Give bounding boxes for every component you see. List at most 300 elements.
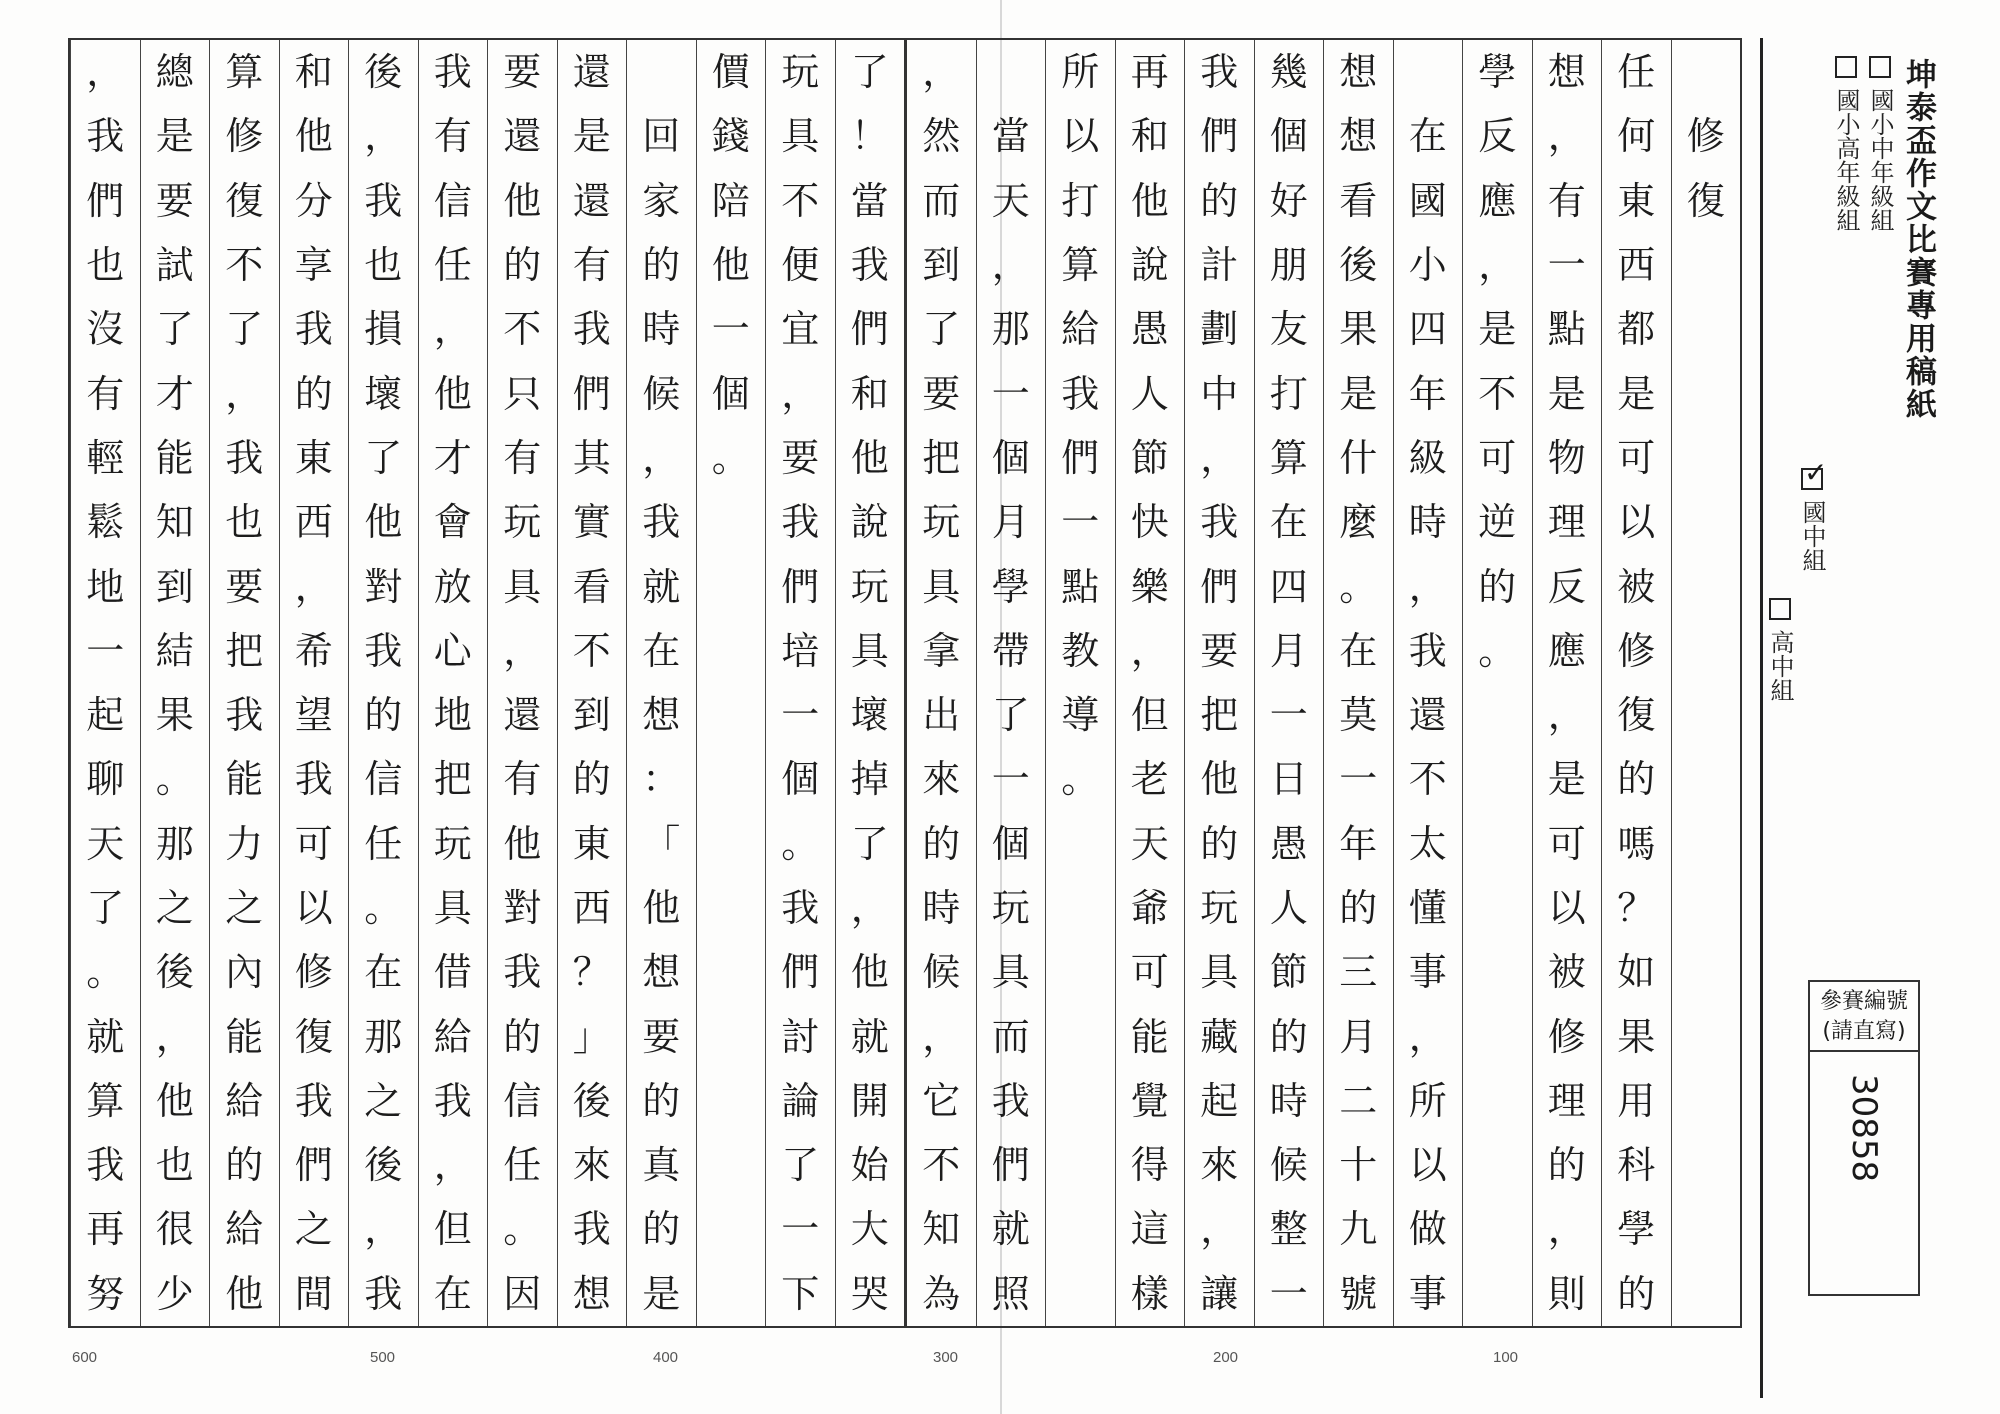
grid-cell: 天 xyxy=(1130,821,1169,866)
grid-cell: 要 xyxy=(922,371,961,416)
grid-cell xyxy=(1672,1197,1741,1261)
grid-cell: 少 xyxy=(155,1271,194,1316)
grid-cell xyxy=(1046,940,1115,1004)
grid-cell: 享 xyxy=(294,243,333,288)
grid-cell: 如 xyxy=(1617,950,1656,995)
grid-cell: 玩 xyxy=(922,500,961,545)
grid-cell: 我 xyxy=(294,1078,333,1123)
grid-cell: ， xyxy=(433,307,472,352)
grid-cell: 天 xyxy=(991,178,1030,223)
grid-cell: 讓 xyxy=(1200,1271,1239,1316)
grid-cell: 」 xyxy=(572,1014,611,1059)
grid-cell xyxy=(1672,683,1741,747)
grid-cell: 要 xyxy=(642,1014,681,1059)
grid-cell: 以 xyxy=(1061,114,1100,159)
grid-cell: 看 xyxy=(1339,178,1378,223)
grid-cell: 我 xyxy=(572,1207,611,1252)
grid-cell: 月 xyxy=(991,500,1030,545)
option-elementary-upper xyxy=(1829,56,1864,232)
grid-cell: 東 xyxy=(294,435,333,480)
grid-cell: 錢 xyxy=(711,114,750,159)
grid-cell xyxy=(1672,1262,1741,1326)
grid-cell: 。 xyxy=(364,886,403,930)
checkbox-icon[interactable] xyxy=(1835,56,1857,78)
grid-cell: 何 xyxy=(1617,114,1656,159)
grid-column xyxy=(835,40,905,1326)
grid-cell xyxy=(697,1004,766,1068)
page-mark-200: 200 xyxy=(1213,1349,1239,1366)
grid-cell: 為 xyxy=(922,1271,961,1316)
grid-cell: 給 xyxy=(433,1014,472,1059)
grid-cell: ， xyxy=(991,243,1030,288)
grid-cell: 復 xyxy=(1686,178,1725,223)
grid-cell: 了 xyxy=(781,1143,820,1188)
grid-cell: 東 xyxy=(1617,178,1656,223)
grid-cell: 帶 xyxy=(991,628,1030,673)
grid-cell: 我 xyxy=(1200,500,1239,545)
grid-cell: 能 xyxy=(155,435,194,480)
grid-cell: 年 xyxy=(1339,821,1378,866)
grid-cell: 想 xyxy=(1339,114,1378,159)
grid-column xyxy=(279,40,349,1326)
grid-cell: 我 xyxy=(1408,628,1447,673)
grid-cell: 候 xyxy=(1269,1143,1308,1188)
grid-cell: 來 xyxy=(572,1143,611,1188)
grid-cell: 起 xyxy=(86,693,125,738)
grid-cell: 很 xyxy=(155,1207,194,1252)
grid-cell: 有 xyxy=(86,371,125,416)
grid-cell: 當 xyxy=(991,114,1030,159)
grid-cell: 復 xyxy=(294,1014,333,1059)
grid-cell: 點 xyxy=(1547,307,1586,352)
grid-cell: 果 xyxy=(155,693,194,738)
grid-cell: 我 xyxy=(1200,50,1239,95)
grid-column xyxy=(209,40,279,1326)
grid-cell: 果 xyxy=(1339,307,1378,352)
grid-cell: 被 xyxy=(1617,564,1656,609)
grid-cell: 西 xyxy=(294,500,333,545)
grid-cell xyxy=(1463,1004,1532,1068)
grid-cell: 給 xyxy=(1061,307,1100,352)
manuscript-grid xyxy=(68,38,1742,1328)
grid-cell: 來 xyxy=(922,757,961,802)
grid-column xyxy=(487,40,557,1326)
entry-number-label xyxy=(1810,982,1918,1052)
grid-cell: 是 xyxy=(155,114,194,159)
grid-column xyxy=(1532,40,1602,1326)
grid-cell: 以 xyxy=(1408,1143,1447,1188)
grid-cell xyxy=(1046,1197,1115,1261)
grid-cell: 具 xyxy=(850,628,889,673)
grid-cell: 玩 xyxy=(433,821,472,866)
grid-cell: 知 xyxy=(155,500,194,545)
grid-cell: 我 xyxy=(781,886,820,930)
grid-cell: 三 xyxy=(1339,950,1378,995)
grid-column xyxy=(765,40,835,1326)
grid-cell: 和 xyxy=(294,50,333,95)
grid-cell: 才 xyxy=(155,371,194,416)
grid-cell: 那 xyxy=(155,821,194,866)
grid-cell: 總 xyxy=(155,50,194,95)
grid-cell: 學 xyxy=(991,564,1030,609)
grid-cell: 而 xyxy=(991,1014,1030,1059)
grid-cell: 的 xyxy=(1617,757,1656,802)
grid-cell: 得 xyxy=(1130,1143,1169,1188)
grid-cell: 教 xyxy=(1061,628,1100,673)
grid-cell: 打 xyxy=(1269,371,1308,416)
grid-cell: 反 xyxy=(1478,114,1517,159)
grid-cell xyxy=(697,940,766,1004)
grid-cell: ， xyxy=(294,564,333,609)
grid-cell: 以 xyxy=(1617,500,1656,545)
entry-number-box xyxy=(1808,980,1920,1296)
grid-cell: 結 xyxy=(155,628,194,673)
grid-cell: 修 xyxy=(1617,628,1656,673)
grid-cell: 十 xyxy=(1339,1143,1378,1188)
grid-cell: 反 xyxy=(1547,564,1586,609)
grid-cell: 的 xyxy=(503,1014,542,1059)
grid-cell: 的 xyxy=(1269,1014,1308,1059)
grid-cell: 我 xyxy=(364,178,403,223)
grid-cell xyxy=(1046,876,1115,940)
option-label: 國小中年級組 xyxy=(1866,88,1894,232)
grid-cell: 人 xyxy=(1130,371,1169,416)
grid-cell: 個 xyxy=(711,371,750,416)
grid-cell xyxy=(1463,1197,1532,1261)
grid-cell: 逆 xyxy=(1478,500,1517,545)
grid-cell: 則 xyxy=(1547,1271,1586,1316)
grid-cell: 理 xyxy=(1547,500,1586,545)
grid-cell: 他 xyxy=(225,1271,264,1316)
grid-cell xyxy=(1672,426,1741,490)
grid-cell: ， xyxy=(642,435,681,480)
grid-cell: 了 xyxy=(850,821,889,866)
grid-cell: 出 xyxy=(922,693,961,738)
grid-cell: 修 xyxy=(1547,1014,1586,1059)
grid-cell: 國 xyxy=(1408,178,1447,223)
grid-cell: 。 xyxy=(1061,757,1100,802)
grid-cell: 在 xyxy=(642,628,681,673)
grid-cell xyxy=(1463,683,1532,747)
grid-cell: 候 xyxy=(642,371,681,416)
grid-cell: 而 xyxy=(922,178,961,223)
grid-cell: 玩 xyxy=(781,50,820,95)
grid-cell: 照 xyxy=(991,1271,1030,1316)
grid-column xyxy=(904,40,976,1326)
grid-cell xyxy=(1463,1069,1532,1133)
grid-cell: 還 xyxy=(1408,693,1447,738)
grid-cell xyxy=(697,1069,766,1133)
grid-column xyxy=(1045,40,1115,1326)
grid-cell: 是 xyxy=(1617,371,1656,416)
grid-cell: 是 xyxy=(1547,371,1586,416)
page-mark-500: 500 xyxy=(370,1349,396,1366)
grid-cell: 也 xyxy=(86,243,125,288)
grid-cell: 再 xyxy=(1130,50,1169,95)
grid-cell: 哭 xyxy=(850,1271,889,1316)
entry-number-label-text: 參賽編號 (請直寫) xyxy=(1819,989,1908,1044)
grid-cell: 回 xyxy=(642,114,681,159)
grid-cell: 不 xyxy=(781,178,820,223)
grid-cell xyxy=(1463,1262,1532,1326)
grid-cell: 麼 xyxy=(1339,500,1378,545)
grid-cell: ， xyxy=(503,628,542,673)
grid-cell: 在 xyxy=(1408,114,1447,159)
grid-cell: 個 xyxy=(991,821,1030,866)
grid-cell: 論 xyxy=(781,1078,820,1123)
grid-cell xyxy=(1046,1069,1115,1133)
grid-cell: 可 xyxy=(1547,821,1586,866)
grid-cell: 在 xyxy=(1269,500,1308,545)
grid-cell: 要 xyxy=(1200,628,1239,673)
grid-cell: ， xyxy=(922,1014,961,1059)
grid-cell: 想 xyxy=(642,950,681,995)
grid-cell: 始 xyxy=(850,1143,889,1188)
grid-cell: 藏 xyxy=(1200,1014,1239,1059)
grid-cell: 便 xyxy=(781,243,820,288)
grid-cell: 一 xyxy=(781,693,820,738)
grid-cell: 到 xyxy=(155,564,194,609)
grid-cell: 劃 xyxy=(1200,307,1239,352)
grid-cell: 之 xyxy=(364,1078,403,1123)
grid-cell xyxy=(1672,876,1741,940)
grid-cell: 愚 xyxy=(1269,821,1308,866)
grid-cell: 節 xyxy=(1269,950,1308,995)
grid-cell: 玩 xyxy=(991,886,1030,930)
grid-cell: 打 xyxy=(1061,178,1100,223)
grid-cell: 因 xyxy=(503,1271,542,1316)
grid-cell: 個 xyxy=(1269,114,1308,159)
grid-cell: 有 xyxy=(503,435,542,480)
grid-cell: 具 xyxy=(503,564,542,609)
grid-cell: 能 xyxy=(1130,1014,1169,1059)
grid-cell: 太 xyxy=(1408,821,1447,866)
grid-cell: 四 xyxy=(1269,564,1308,609)
grid-cell: 是 xyxy=(1339,371,1378,416)
grid-cell: 說 xyxy=(1130,243,1169,288)
sheet-sidebar xyxy=(1760,38,1995,1398)
grid-cell: 導 xyxy=(1061,693,1100,738)
grid-cell: 看 xyxy=(572,564,611,609)
grid-cell: 大 xyxy=(850,1207,889,1252)
grid-cell: 放 xyxy=(433,564,472,609)
checkbox-icon[interactable] xyxy=(1869,56,1891,78)
grid-cell: ， xyxy=(364,1207,403,1252)
grid-cell: 就 xyxy=(86,1014,125,1059)
grid-cell: ， xyxy=(1408,564,1447,609)
grid-cell xyxy=(1672,490,1741,554)
grid-cell: 了 xyxy=(991,693,1030,738)
grid-cell xyxy=(1463,876,1532,940)
grid-cell: 九 xyxy=(1339,1207,1378,1252)
page-mark-600: 600 xyxy=(72,1349,98,1366)
grid-cell: 我 xyxy=(503,950,542,995)
grid-cell: 還 xyxy=(572,50,611,95)
grid-cell: 輕 xyxy=(86,435,125,480)
grid-cell: 任 xyxy=(433,243,472,288)
grid-cell: 壞 xyxy=(364,371,403,416)
grid-cell: 的 xyxy=(1617,1271,1656,1316)
grid-cell: 。 xyxy=(1339,564,1378,609)
grid-cell xyxy=(1463,812,1532,876)
grid-cell: 鬆 xyxy=(86,500,125,545)
grid-cell: 想 xyxy=(1339,50,1378,95)
grid-cell: 才 xyxy=(433,435,472,480)
grid-cell xyxy=(697,683,766,747)
grid-cell xyxy=(1672,1069,1741,1133)
grid-cell: 給 xyxy=(225,1078,264,1123)
grid-cell: 們 xyxy=(1061,435,1100,480)
grid-cell: 一 xyxy=(1339,757,1378,802)
grid-cell xyxy=(1463,940,1532,1004)
grid-cell: ， xyxy=(433,1143,472,1188)
grid-cell: 四 xyxy=(1408,307,1447,352)
grid-cell: 。 xyxy=(1478,628,1517,673)
grid-cell: 地 xyxy=(86,564,125,609)
grid-cell: 理 xyxy=(1547,1078,1586,1123)
grid-cell: 不 xyxy=(503,307,542,352)
grid-cell: 有 xyxy=(433,114,472,159)
grid-cell: ， xyxy=(922,50,961,95)
grid-cell: 壞 xyxy=(850,693,889,738)
grid-cell: 不 xyxy=(572,628,611,673)
grid-cell: 我 xyxy=(433,1078,472,1123)
grid-cell: 復 xyxy=(225,178,264,223)
sheet-title: 坤泰盃作文比賽專用稿紙 xyxy=(1900,58,1936,421)
grid-cell: 我 xyxy=(781,500,820,545)
grid-cell: 。 xyxy=(781,821,820,866)
grid-cell: 們 xyxy=(1200,564,1239,609)
grid-cell: 實 xyxy=(572,500,611,545)
grid-cell: 樂 xyxy=(1130,564,1169,609)
grid-cell: 的 xyxy=(642,1078,681,1123)
grid-cell: ， xyxy=(1547,693,1586,738)
grid-cell: 月 xyxy=(1339,1014,1378,1059)
grid-cell: 應 xyxy=(1478,178,1517,223)
option-label: 高中組 xyxy=(1766,630,1794,702)
grid-cell: 愚 xyxy=(1130,307,1169,352)
grid-cell: 的 xyxy=(225,1143,264,1188)
grid-cell: 都 xyxy=(1617,307,1656,352)
grid-cell: 具 xyxy=(433,886,472,930)
grid-cell: 一 xyxy=(1269,693,1308,738)
grid-cell: 可 xyxy=(1617,435,1656,480)
grid-cell: 具 xyxy=(781,114,820,159)
grid-cell: 他 xyxy=(433,371,472,416)
grid-column xyxy=(1393,40,1463,1326)
grid-cell: 後 xyxy=(572,1078,611,1123)
grid-cell xyxy=(697,747,766,811)
grid-cell: 但 xyxy=(433,1207,472,1252)
grid-cell: 覺 xyxy=(1130,1078,1169,1123)
grid-cell: 心 xyxy=(433,628,472,673)
grid-cell: 「 xyxy=(642,821,681,866)
grid-cell: 的 xyxy=(503,243,542,288)
grid-cell: ？ xyxy=(1617,886,1656,930)
grid-cell: ， xyxy=(1200,1207,1239,1252)
grid-cell: 一 xyxy=(1547,243,1586,288)
grid-cell: 沒 xyxy=(86,307,125,352)
grid-cell: ， xyxy=(1408,1014,1447,1059)
grid-cell: 信 xyxy=(503,1078,542,1123)
grid-cell: 知 xyxy=(922,1207,961,1252)
grid-cell: 。 xyxy=(86,950,125,995)
grid-cell: 我 xyxy=(294,757,333,802)
grid-cell: 討 xyxy=(781,1014,820,1059)
grid-cell: 快 xyxy=(1130,500,1169,545)
grid-cell: 個 xyxy=(781,757,820,802)
grid-column xyxy=(1601,40,1671,1326)
grid-cell: 是 xyxy=(1547,757,1586,802)
grid-cell: 任 xyxy=(503,1143,542,1188)
grid-cell: 他 xyxy=(503,821,542,866)
grid-cell: 學 xyxy=(1617,1207,1656,1252)
grid-cell: 價 xyxy=(711,50,750,95)
grid-cell: 候 xyxy=(922,950,961,995)
checked-checkbox-icon[interactable] xyxy=(1801,468,1823,490)
grid-cell xyxy=(627,40,696,104)
grid-cell: 朋 xyxy=(1269,243,1308,288)
grid-cell: 有 xyxy=(572,243,611,288)
grid-cell: 之 xyxy=(225,886,264,930)
grid-cell: 到 xyxy=(922,243,961,288)
grid-cell: 的 xyxy=(642,1207,681,1252)
grid-cell: 還 xyxy=(503,693,542,738)
grid-cell: 友 xyxy=(1269,307,1308,352)
grid-column xyxy=(976,40,1046,1326)
grid-cell: 一 xyxy=(1061,500,1100,545)
grid-cell: 想 xyxy=(572,1271,611,1316)
grid-cell: 要 xyxy=(155,178,194,223)
grid-cell: 做 xyxy=(1408,1207,1447,1252)
grid-cell: ！ xyxy=(850,114,889,159)
grid-cell: 也 xyxy=(225,500,264,545)
grid-cell: 這 xyxy=(1130,1207,1169,1252)
grid-cell: 想 xyxy=(1547,50,1586,95)
grid-cell xyxy=(1672,619,1741,683)
grid-cell: 要 xyxy=(225,564,264,609)
grid-cell: 可 xyxy=(1130,950,1169,995)
grid-cell: 我 xyxy=(991,1078,1030,1123)
grid-cell: 修 xyxy=(294,950,333,995)
grid-cell: 一 xyxy=(711,307,750,352)
grid-cell: 了 xyxy=(922,307,961,352)
grid-cell: 日 xyxy=(1269,757,1308,802)
grid-cell: 我 xyxy=(572,307,611,352)
grid-cell: ， xyxy=(1200,435,1239,480)
grid-cell: 的 xyxy=(1547,1143,1586,1188)
grid-cell: 了 xyxy=(850,50,889,95)
grid-cell: 也 xyxy=(364,243,403,288)
grid-cell: 我 xyxy=(86,1143,125,1188)
grid-cell xyxy=(697,554,766,618)
grid-cell xyxy=(1394,40,1463,104)
grid-cell xyxy=(697,619,766,683)
grid-cell: 是 xyxy=(572,114,611,159)
grid-cell xyxy=(1672,297,1741,361)
grid-cell: 他 xyxy=(1130,178,1169,223)
grid-cell: 說 xyxy=(850,500,889,545)
grid-cell xyxy=(1672,1004,1741,1068)
grid-cell: 任 xyxy=(1617,50,1656,95)
grid-cell: 的 xyxy=(294,371,333,416)
grid-cell xyxy=(1672,747,1741,811)
option-senior-high xyxy=(1763,598,1798,702)
grid-cell: 到 xyxy=(572,693,611,738)
grid-cell: 了 xyxy=(364,435,403,480)
checkbox-icon[interactable] xyxy=(1769,598,1791,620)
grid-cell: 被 xyxy=(1547,950,1586,995)
